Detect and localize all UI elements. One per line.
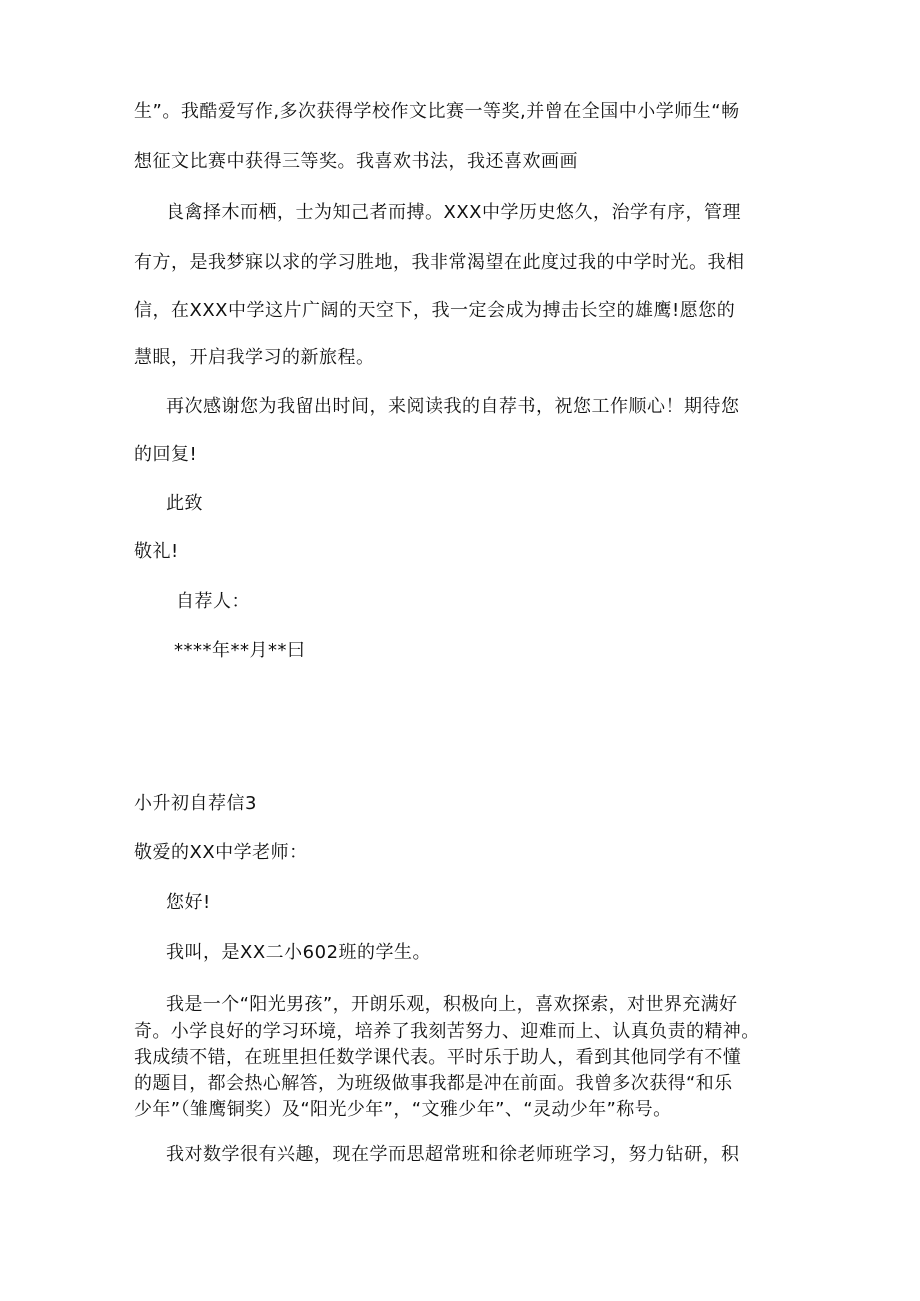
text-line: 奇。小学良好的学习环境，培养了我刻苦努力、迎难而上、认真负责的精神。	[134, 1021, 760, 1042]
signer-label: 自荐人：	[176, 591, 250, 612]
text-line: 的题目，都会热心解答，为班级做事我都是冲在前面。我曾多次获得“和乐	[134, 1073, 733, 1094]
text-line: 生”。我酷爱写作,多次获得学校作文比赛一等奖,并曾在全国中小学师生“畅	[134, 101, 740, 122]
text-line: 想征文比赛中获得三等奖。我喜欢书法，我还喜欢画画	[134, 151, 578, 172]
closing-line: 此致	[166, 493, 203, 514]
text-line: 我成绩不错，在班里担任数学课代表。平时乐于助人，看到其他同学有不懂	[134, 1047, 742, 1068]
section-title: 小升初自荐信3	[134, 793, 257, 814]
text-line: 有方，是我梦寐以求的学习胜地，我非常渴望在此度过我的中学时光。我相	[134, 252, 745, 273]
text-line: 少年”（雏鹰铜奖）及“阳光少年”，“文雅少年”、“灵动少年”称号。	[134, 1099, 672, 1120]
text-line: 慧眼，开启我学习的新旅程。	[134, 347, 375, 368]
text-line: 的回复!	[134, 444, 198, 465]
closing-line: 敬礼!	[134, 541, 179, 562]
salutation: 敬爱的XX中学老师：	[134, 842, 308, 863]
intro-line: 我叫，是XX二小602班的学生。	[166, 942, 432, 963]
text-line: 我对数学很有兴趣，现在学而思超常班和徐老师班学习，努力钻研，积	[166, 1144, 740, 1165]
date-line: ****年**月**曰	[174, 640, 306, 661]
text-line: 再次感谢您为我留出时间，来阅读我的自荐书，祝您工作顺心！期待您	[166, 396, 740, 417]
text-line: 信，在XXX中学这片广阔的天空下，我一定会成为搏击长空的雄鹰!愿您的	[134, 300, 736, 321]
text-line: 良禽择木而栖，士为知己者而搏。XXX中学历史悠久，治学有序，管理	[166, 202, 741, 223]
greeting: 您好!	[166, 892, 211, 913]
text-line: 我是一个“阳光男孩”，开朗乐观，积极向上，喜欢探索，对世界充满好	[166, 994, 738, 1015]
